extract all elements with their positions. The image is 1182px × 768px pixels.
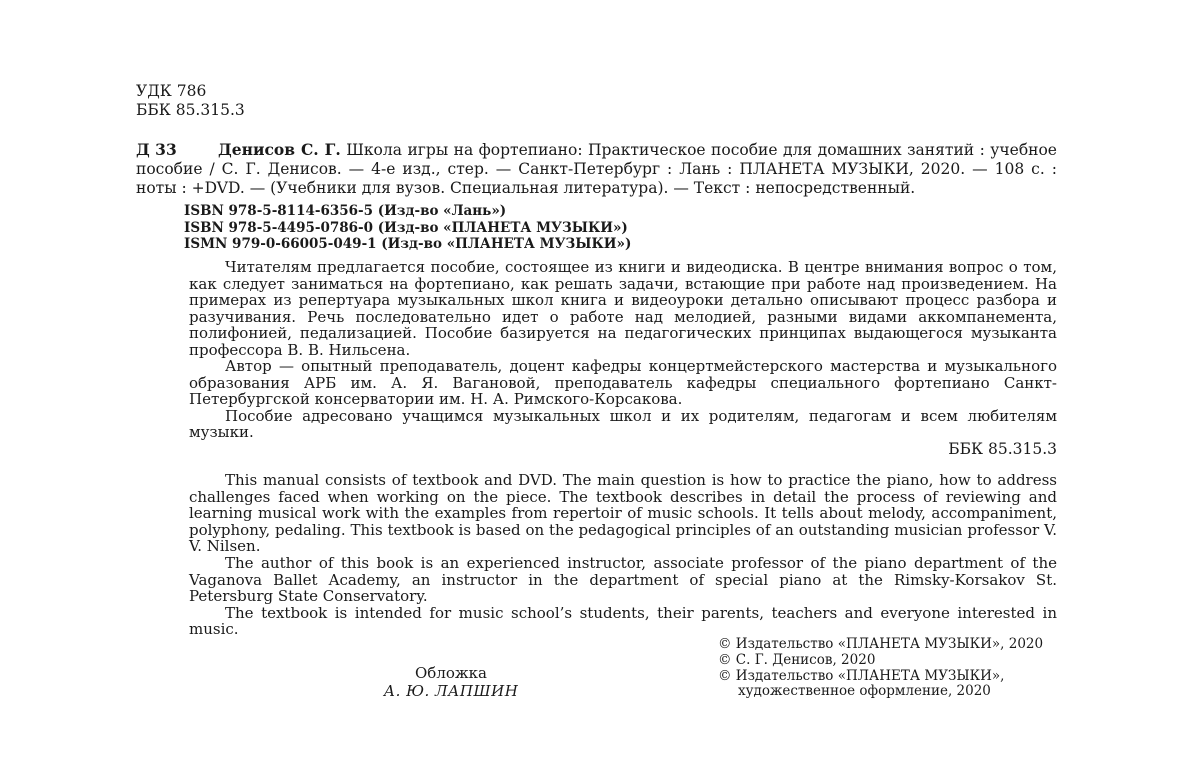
copyright-line: © С. Г. Денисов, 2020 xyxy=(718,651,876,668)
copyright-line: художественное оформление, 2020 xyxy=(738,683,991,700)
annotation-paragraph: The author of this book is an experienced instructor, associate professor of the piano department of the Vaganova Ballet Academy, an instructor in the department of special piano at the Rimsky-Korsakov St. Petersburg State Conservatory. xyxy=(189,553,1057,606)
cover-label: Обложка xyxy=(414,664,487,682)
isbn-line: ISBN 978-5-4495-0786-0 (Изд-во «ПЛАНЕТА МУЗЫКИ») xyxy=(184,219,628,236)
entry-author: Денисов С. Г. xyxy=(218,140,341,159)
copyright-line: © Издательство «ПЛАНЕТА МУЗЫКИ», xyxy=(718,667,1005,684)
classification-block xyxy=(136,82,245,120)
bibliographic-entry xyxy=(136,140,1057,198)
cover-artist: А. Ю. ЛАПШИН xyxy=(383,682,519,700)
isbn-line: ISBN 978-5-8114-6356-5 (Изд-во «Лань») xyxy=(184,203,507,219)
annotation-paragraph: Автор — опытный преподаватель, доцент кафедры концертмейстерского мастерства и музыкального образования АРБ им. А. Я. Вагановой, преподаватель кафедры специального фортепиано Санкт-Петербургской консерватории им. Н. А. Римского-Корсакова. xyxy=(189,357,1057,408)
annotation-paragraph: This manual consists of textbook and DVD. The main question is how to practice the piano, how to address challenges faced when working on the piece. The textbook describes in detail the process of reviewing and learning musical work with the examples from repertoir of music schools. It tells about melody, accompaniment, polyphony, pedaling. This textbook is based on the pedagogical principles of an outstanding musician professor V. V. Nilsen. xyxy=(189,471,1057,556)
copyright-line: © Издательство «ПЛАНЕТА МУЗЫКИ», 2020 xyxy=(718,636,1044,652)
bbk-code-right: ББК 85.315.3 xyxy=(948,440,1057,458)
cover-credit xyxy=(380,664,522,700)
bbk-code: ББК 85.315.3 xyxy=(136,101,245,119)
copyright-block xyxy=(718,637,1043,700)
author-mark: Д 33 xyxy=(136,140,177,159)
annotation-paragraph: The textbook is intended for music school’s students, their parents, teachers and everyone interested in music. xyxy=(189,603,1057,639)
annotation-english xyxy=(189,472,1057,638)
isbn-list xyxy=(184,203,631,253)
annotation-paragraph: Пособие адресовано учащимся музыкальных школ и их родителям, педагогам и всем любителям музыки. xyxy=(189,406,1057,441)
annotation-russian xyxy=(189,259,1057,441)
annotation-paragraph: Читателям предлагается пособие, состоящее из книги и видеодиска. В центре внимания вопрос о том, как следует заниматься на фортепиано, как решать задачи, встающие при работе над произведением. На примерах из репертуара музыкальных школ книга и видеоуроки детально описывают процесс разбора и разучивания. Речь последовательно идет о работе над мелодией, разными видами аккомпанемента, полифонией, педализацией. Пособие базируется на педагогических принципах выдающегося музыканта профессора В. В. Нильсена. xyxy=(189,258,1057,359)
entry-text: Школа игры на фортепиано: Практическое пособие для домашних занятий : учебное пособие / С. Г. Денисов. — 4-е изд., стер. — Санкт-Петербург : Лань : ПЛАНЕТА МУЗЫКИ, 2020. — 108 с. : ноты : +DVD. — (Учебники для вузов. Специальная литература). — Текст : непосредственный. xyxy=(136,141,1057,197)
ismn-line: ISMN 979-0-66005-049-1 (Изд-во «ПЛАНЕТА МУЗЫКИ») xyxy=(184,236,632,252)
udk-code: УДК 786 xyxy=(136,82,207,100)
